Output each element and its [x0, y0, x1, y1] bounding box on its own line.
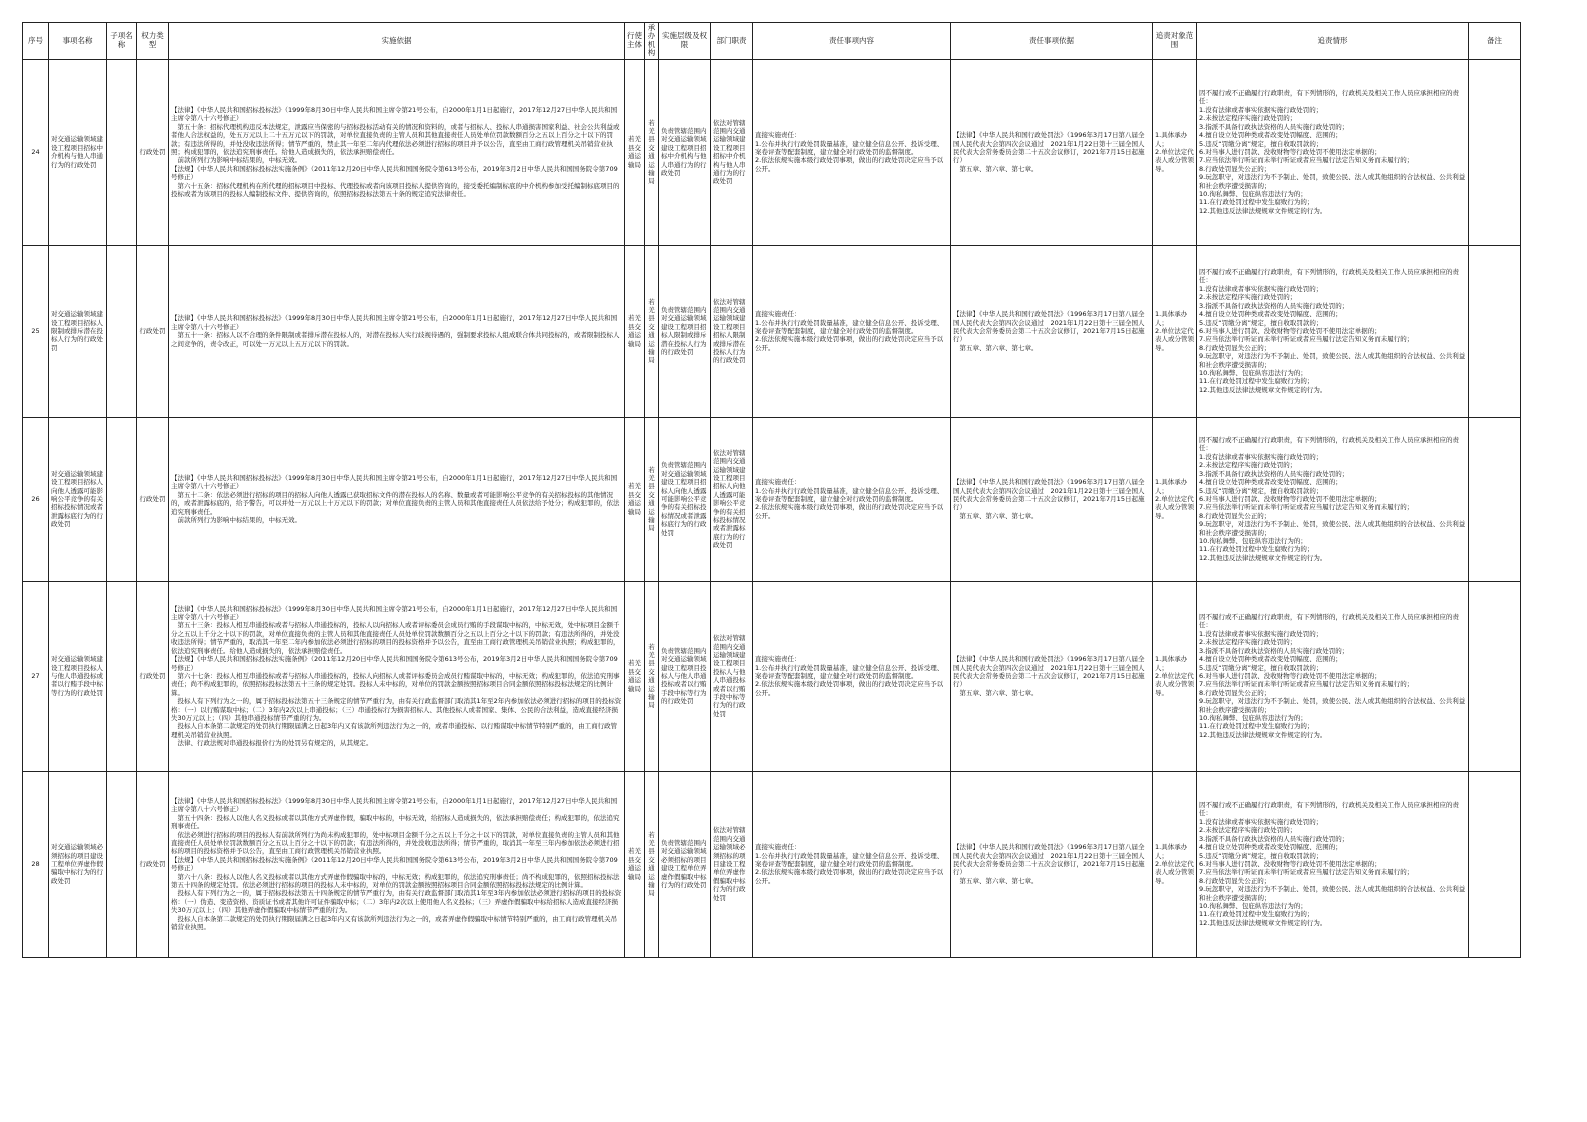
- row-power-type: 行政处罚: [137, 59, 169, 245]
- row-basis-line: 前款所列行为影响中标结果的，中标无效。: [171, 515, 301, 524]
- row-resp-content-line: 2.依法依规实施本级行政处罚事项，做出的行政处罚决定应当予以公开。: [755, 680, 944, 697]
- row-accountable: [1153, 417, 1197, 581]
- row-resp-basis: [951, 417, 1153, 581]
- row-investigation-line: 8.行政处罚显失公正的；: [1199, 876, 1271, 885]
- row-investigation-line: 12.其他违反法律法规规章文件规定的行为。: [1199, 730, 1327, 739]
- row-resp-content-line: 2.依法依规实施本级行政处罚事项，做出的行政处罚决定应当予以公开。: [755, 335, 944, 352]
- row-investigation-line: 因不履行或不正确履行行政职责，有下列情形的，行政机关及相关工作人员应承担相应的责任：: [1199, 613, 1459, 630]
- row-investigation-line: 1.没有法律或者事实依据实施行政处罚的；: [1199, 105, 1323, 114]
- row-undertaker: 若羌县交通运输局: [645, 771, 659, 957]
- row-accountable-line: 2.单位法定代表人或分管领导。: [1155, 494, 1194, 520]
- row-investigation-line: 因不履行或不正确履行行政职责，有下列情形的，行政机关及相关工作人员应承担相应的责任：: [1199, 268, 1459, 285]
- row-basis-line: 第五十一条：招标人以不合理的条件限制或者排斥潜在投标人的，对潜在投标人实行歧视待遇的，强制要求投标人组成联合体共同投标的，或者限制投标人之间竞争的，责令改正，可以处一万元以上五万元以下的罚款。: [171, 331, 620, 348]
- row-resp-content-line: 1.公布并执行行政处罚裁量基准，建立健全信息公开、投诉受理、案卷评查等配套制度，建立健全对行政处罚的监督制度。: [755, 139, 944, 156]
- row-accountable-line: 1.具体承办人；: [1155, 843, 1188, 860]
- row-item-name: 对交通运输领域建设工程项目投标人与他人串通投标或者以行贿手段中标等行为的行政处罚: [49, 581, 107, 771]
- row-investigation: [1197, 581, 1469, 771]
- row-remark: [1469, 771, 1521, 957]
- row-investigation-line: 6.对当事人进行罚款、没收财物等行政处罚不使用法定单据的；: [1199, 671, 1381, 680]
- row-resp-basis-line: 第五章、第六章、第七章。: [953, 343, 1038, 352]
- row-resp-content-line: 直接实施责任：: [755, 655, 801, 664]
- header-duty: 部门职责: [711, 23, 753, 60]
- table-header-row: [23, 23, 1521, 60]
- row-investigation-line: 3.指派不具备行政执法资格的人员实施行政处罚的；: [1199, 834, 1349, 843]
- row-sub-item: [107, 245, 137, 417]
- row-basis: [169, 581, 625, 771]
- row-resp-basis: [951, 771, 1153, 957]
- row-accountable-line: 2.单位法定代表人或分管领导。: [1155, 326, 1194, 352]
- row-investigation-line: 8.行政处罚显失公正的；: [1199, 343, 1271, 352]
- row-duty: 依法对管辖范围内交通运输领域建设工程项目招标人限制或排斥潜在投标人行为的行政处罚: [711, 245, 753, 417]
- row-investigation-line: 4.擅自设立处罚种类或者改变处罚幅度、范围的；: [1199, 310, 1342, 319]
- row-resp-content-line: 1.公布并执行行政处罚裁量基准，建立健全信息公开、投诉受理、案卷评查等配套制度，建立健全对行政处罚的监督制度。: [755, 486, 944, 503]
- row-investigation: [1197, 59, 1469, 245]
- row-undertaker: 若羌县交通运输局: [645, 59, 659, 245]
- row-investigation-line: 8.行政处罚显失公正的；: [1199, 511, 1271, 520]
- row-basis-line: 【法律】《中华人民共和国招标投标法》（1999年8月30日中华人民共和国主席令第21号公布，自2000年1月1日起施行，2017年12月27日中华人民共和国主席令第八十六号修正）: [171, 604, 618, 622]
- row-accountable: [1153, 581, 1197, 771]
- row-investigation-line: 11.在行政处罚过程中发生腐败行为的；: [1199, 198, 1314, 207]
- row-item-name: 对交通运输领域建设工程项目招标人向他人透露可能影响公平竞争的有关招标投标情况或者泄露标底行为的行政处罚: [49, 417, 107, 581]
- row-investigation-line: 1.没有法律或者事实依据实施行政处罚的；: [1199, 629, 1323, 638]
- header-investigation: 追责情形: [1197, 23, 1469, 60]
- row-investigation-line: 4.擅自设立处罚种类或者改变处罚幅度、范围的；: [1199, 655, 1342, 664]
- row-basis-line: 第六十八条：投标人以他人名义投标或者以其他方式弄虚作假骗取中标的，中标无效；构成犯罪的，依法追究刑事责任；尚不构成犯罪的，依照招标投标法第五十四条的规定处罚。依法必须进行招标的项目的投标人未中标的，对单位的罚款金额按照招标项目合同金额依照招标投标法规定的比例计算。: [171, 872, 620, 889]
- row-resp-basis: [951, 581, 1153, 771]
- row-investigation-line: 3.指派不具备行政执法资格的人员实施行政处罚的；: [1199, 122, 1349, 131]
- row-investigation-line: 12.其他违反法律法规规章文件规定的行为。: [1199, 385, 1327, 394]
- row-item-name: 对交通运输领域必须招标的项目建设工程单位弄虚作假骗取中标行为的行政处罚: [49, 771, 107, 957]
- row-resp-basis: [951, 245, 1153, 417]
- row-resp-content: [753, 417, 951, 581]
- table-row: [23, 59, 1521, 245]
- row-investigation-line: 12.其他违反法律法规规章文件规定的行为。: [1199, 553, 1327, 562]
- row-level: 负责管辖范围内对交通运输领域建设工程项目招标中介机构与他人串通行为的行政处罚: [659, 59, 711, 245]
- row-basis-line: 投标人自本条第二款规定的处罚执行期限届满之日起3年内又有该款所列违法行为之一的，或者串通投标、以行贿谋取中标情节特别严重的，由工商行政管理机关吊销营业执照。: [171, 722, 618, 739]
- row-investigation-line: 1.没有法律或者事实依据实施行政处罚的；: [1199, 452, 1323, 461]
- row-basis-line: 【法律】《中华人民共和国招标投标法》（1999年8月30日中华人民共和国主席令第21号公布，自2000年1月1日起施行，2017年12月27日中华人民共和国主席令第八十六号修正）: [171, 796, 618, 814]
- row-item-name: 对交通运输领域建设工程项目招标人限制或排斥潜在投标人行为的行政处罚: [49, 245, 107, 417]
- row-resp-content-line: 2.依法依规实施本级行政处罚事项，做出的行政处罚决定应当予以公开。: [755, 503, 944, 520]
- row-no: 28: [23, 771, 49, 957]
- row-level: 负责管辖范围内对交通运输领域必须招标的项目建设工程单位弄虚作假骗取中标行为的行政处罚: [659, 771, 711, 957]
- row-investigation-line: 11.在行政处罚过程中发生腐败行为的；: [1199, 910, 1314, 919]
- row-basis-line: 依法必须进行招标的项目的投标人有前款所列行为尚未构成犯罪的，处中标项目金额千分之五以上千分之十以下的罚款，对单位直接负责的主管人员和其他直接责任人员处单位罚款数额百分之五以上百分之十以下的罚款；有违法所得的，并处没收违法所得；情节严重的，取消其一年至三年内参加依法必须进行招标的项目的投标资格并予以公告，直至由工商行政管理机关吊销营业执照。: [171, 830, 620, 856]
- row-investigation-line: 2.未按法定程序实施行政处罚的；: [1199, 114, 1297, 123]
- row-resp-content-line: 直接实施责任：: [755, 310, 801, 319]
- row-investigation-line: 9.玩忽职守，对违法行为不予制止、处罚，致使公民、法人或其他组织的合法权益、公共利益和社会秩序遭受损害的；: [1199, 173, 1466, 190]
- row-investigation-line: 10.徇私舞弊、包庇纵容违法行为的；: [1199, 536, 1307, 545]
- row-basis-line: 第五十四条：投标人以他人名义投标或者以其他方式弄虚作假，骗取中标的，中标无效，给招标人造成损失的，依法承担赔偿责任；构成犯罪的，依法追究刑事责任。: [171, 813, 620, 831]
- row-investigation-line: 3.指派不具备行政执法资格的人员实施行政处罚的；: [1199, 301, 1349, 310]
- row-resp-content-line: 1.公布并执行行政处罚裁量基准，建立健全信息公开、投诉受理、案卷评查等配套制度，建立健全对行政处罚的监督制度。: [755, 663, 944, 680]
- row-investigation-line: 6.对当事人进行罚款、没收财物等行政处罚不使用法定单据的；: [1199, 147, 1381, 156]
- header-undertaker: 承办机构: [645, 23, 659, 60]
- row-basis: [169, 417, 625, 581]
- row-investigation-line: 2.未按法定程序实施行政处罚的；: [1199, 826, 1297, 835]
- row-investigation-line: 4.擅自设立处罚种类或者改变处罚幅度、范围的；: [1199, 843, 1342, 852]
- row-investigation-line: 10.徇私舞弊、包庇纵容违法行为的；: [1199, 901, 1307, 910]
- row-basis-line: 投标人有下列行为之一的，属于招标投标法第五十三条规定的情节严重行为，由有关行政监督部门取消其1年至2年内参加依法必须进行招标的项目的投标资格：（一）以行贿谋取中标；（二）3年内2次以上串通投标；（三）串通投标行为损害招标人、其他投标人或者国家、集体、公民的合法利益，造成直接经济损失30万元以上；（四）其他串通投标情节严重的行为。: [171, 697, 622, 722]
- row-resp-basis-line: 第五章、第六章、第七章。: [953, 164, 1038, 173]
- header-accountable: 追责对象范围: [1153, 23, 1197, 60]
- row-resp-content-line: 直接实施责任：: [755, 131, 801, 140]
- row-resp-basis-line: 【法律】《中华人民共和国行政处罚法》（1996年3月17日第八届全国人民代表大会第四次会议通过 2021年1月22日第十三届全国人民代表大会常务委员会第二十五次会议修订，2021年7月15日起施行）: [953, 843, 1145, 877]
- row-resp-basis-line: 【法律】《中华人民共和国行政处罚法》（1996年3月17日第八届全国人民代表大会第四次会议通过 2021年1月22日第十三届全国人民代表大会常务委员会第二十五次会议修订，2021年7月15日起施行）: [953, 655, 1145, 689]
- row-basis: [169, 771, 625, 957]
- row-investigation-line: 5.违反“罚缴分离”规定，擅自收取罚款的；: [1199, 486, 1323, 495]
- row-investigation-line: 2.未按法定程序实施行政处罚的；: [1199, 638, 1297, 647]
- row-no: 26: [23, 417, 49, 581]
- row-accountable: [1153, 771, 1197, 957]
- row-investigation-line: 5.违反“罚缴分离”规定，擅自收取罚款的；: [1199, 318, 1323, 327]
- header-power-type: 权力类型: [137, 23, 169, 60]
- row-investigation-line: 2.未按法定程序实施行政处罚的；: [1199, 293, 1297, 302]
- row-undertaker: 若羌县交通运输局: [645, 581, 659, 771]
- row-duty: 依法对管辖范围内交通运输领域建设工程项目投标人与他人串通投标或者以行贿手段中标等行为的行政处罚: [711, 581, 753, 771]
- row-remark: [1469, 245, 1521, 417]
- row-duty: 依法对管辖范围内交通运输领域建设工程项目招标人向他人透露可能影响公平竞争的有关招标投标情况或者泄露标底行为的行政处罚: [711, 417, 753, 581]
- row-accountable-line: 2.单位法定代表人或分管领导。: [1155, 859, 1194, 885]
- table-row: [23, 771, 1521, 957]
- row-resp-basis-line: 【法律】《中华人民共和国行政处罚法》（1996年3月17日第八届全国人民代表大会第四次会议通过 2021年1月22日第十三届全国人民代表大会常务委员会第二十五次会议修订，2021年7月15日起施行）: [953, 478, 1145, 512]
- row-basis-line: 【法律】《中华人民共和国招标投标法》（1999年8月30日中华人民共和国主席令第21号公布，自2000年1月1日起施行，2017年12月27日中华人民共和国主席令第八十六号修正）: [171, 105, 618, 123]
- row-investigation-line: 4.擅自设立处罚种类或者改变处罚幅度、范围的；: [1199, 478, 1342, 487]
- header-level: 实施层级及权限: [659, 23, 711, 60]
- row-undertaker: 若羌县交通运输局: [645, 417, 659, 581]
- row-sub-item: [107, 771, 137, 957]
- row-remark: [1469, 59, 1521, 245]
- row-investigation: [1197, 245, 1469, 417]
- row-investigation-line: 10.徇私舞弊、包庇纵容违法行为的；: [1199, 189, 1307, 198]
- row-investigation-line: 11.在行政处罚过程中发生腐败行为的；: [1199, 377, 1314, 386]
- row-resp-content: [753, 245, 951, 417]
- row-basis-line: 第六十七条：投标人相互串通投标或者与招标人串通投标的，投标人向招标人或者评标委员会成员行贿谋取中标的，中标无效；构成犯罪的，依法追究刑事责任；尚不构成犯罪的，依照招标投标法第五十三条的规定处罚。投标人未中标的，对单位的罚款金额按照招标项目合同金额依照招标投标法规定的比例计算。: [171, 671, 620, 697]
- row-resp-content: [753, 59, 951, 245]
- row-sub-item: [107, 581, 137, 771]
- row-investigation-line: 7.应当依法举行听证而未举行听证或者应当履行法定告知义务而未履行的；: [1199, 680, 1414, 689]
- header-item-name: 事项名称: [49, 23, 107, 60]
- row-resp-content: [753, 771, 951, 957]
- row-investigation-line: 12.其他违反法律法规规章文件规定的行为。: [1199, 918, 1327, 927]
- row-basis: [169, 59, 625, 245]
- row-investigation-line: 4.擅自设立处罚种类或者改变处罚幅度、范围的；: [1199, 131, 1342, 140]
- row-investigation: [1197, 771, 1469, 957]
- row-investigation-line: 7.应当依法举行听证而未举行听证或者应当履行法定告知义务而未履行的；: [1199, 335, 1414, 344]
- row-power-type: 行政处罚: [137, 245, 169, 417]
- row-investigation-line: 7.应当依法举行听证而未举行听证或者应当履行法定告知义务而未履行的；: [1199, 503, 1414, 512]
- row-investigation-line: 9.玩忽职守，对违法行为不予制止、处罚，致使公民、法人或其他组织的合法权益、公共利益和社会秩序遭受损害的；: [1199, 885, 1466, 902]
- row-resp-content-line: 2.依法依规实施本级行政处罚事项，做出的行政处罚决定应当予以公开。: [755, 868, 944, 885]
- row-investigation-line: 因不履行或不正确履行行政职责，有下列情形的，行政机关及相关工作人员应承担相应的责任：: [1199, 801, 1459, 818]
- row-investigation-line: 7.应当依法举行听证而未举行听证或者应当履行法定告知义务而未履行的；: [1199, 868, 1414, 877]
- row-resp-basis-line: 第五章、第六章、第七章。: [953, 876, 1038, 885]
- row-basis-line: 【法规】《中华人民共和国招标投标法实施条例》（2011年12月20日中华人民共和国国务院令第613号公布，2019年3月2日中华人民共和国国务院令第709号修正）: [171, 655, 618, 672]
- row-no: 25: [23, 245, 49, 417]
- row-resp-basis-line: 【法律】《中华人民共和国行政处罚法》（1996年3月17日第八届全国人民代表大会第四次会议通过 2021年1月22日第十三届全国人民代表大会常务委员会第二十五次会议修订，2021年7月15日起施行）: [953, 310, 1145, 344]
- row-level: 负责管辖范围内对交通运输领域建设工程项目招标人限制或排斥潜在投标人行为的行政处罚: [659, 245, 711, 417]
- row-investigation-line: 11.在行政处罚过程中发生腐败行为的；: [1199, 722, 1314, 731]
- row-resp-content-line: 2.依法依规实施本级行政处罚事项，做出的行政处罚决定应当予以公开。: [755, 156, 944, 173]
- row-subject: 若羌县交通运输局: [625, 59, 645, 245]
- row-basis-line: 法律、行政法规对串通投标报价行为的处罚另有规定的，从其规定。: [171, 739, 373, 748]
- row-investigation-line: 1.没有法律或者事实依据实施行政处罚的；: [1199, 284, 1323, 293]
- row-subject: 若羌县交通运输局: [625, 581, 645, 771]
- row-investigation-line: 8.行政处罚显失公正的；: [1199, 688, 1271, 697]
- row-basis-line: 投标人自本条第二款规定的处罚执行期限届满之日起3年内又有该款所列违法行为之一的，或者弄虚作假骗取中标情节特别严重的，由工商行政管理机关吊销营业执照。: [171, 914, 618, 931]
- row-investigation-line: 5.违反“罚缴分离”规定，擅自收取罚款的；: [1199, 851, 1323, 860]
- row-accountable-line: 1.具体承办人；: [1155, 131, 1188, 148]
- row-investigation-line: 9.玩忽职守，对违法行为不予制止、处罚，致使公民、法人或其他组织的合法权益、公共利益和社会秩序遭受损害的；: [1199, 352, 1466, 369]
- row-basis-line: 投标人有下列行为之一的，属于招标投标法第五十四条规定的情节严重行为，由有关行政监督部门取消其1年至3年内参加依法必须进行招标的项目的投标资格：（一）伪造、变造资格、资质证书或者其他许可证件骗取中标；（二）3年内2次以上使用他人名义投标；（三）弄虚作假骗取中标给招标人造成直接经济损失30万元以上；（四）其他弄虚作假骗取中标情节严重的行为。: [171, 889, 622, 915]
- row-investigation-line: 6.对当事人进行罚款、没收财物等行政处罚不使用法定单据的；: [1199, 494, 1381, 503]
- row-resp-basis-line: 第五章、第六章、第七章。: [953, 511, 1038, 520]
- row-power-type: 行政处罚: [137, 771, 169, 957]
- row-investigation-line: 6.对当事人进行罚款、没收财物等行政处罚不使用法定单据的；: [1199, 859, 1381, 868]
- row-basis-line: 第五十三条：投标人相互串通投标或者与招标人串通投标的，投标人以向招标人或者评标委员会成员行贿的手段谋取中标的，中标无效，处中标项目金额千分之五以上千分之十以下的罚款，对单位直接负责的主管人员和其他直接责任人员处单位罚款数额百分之五以上百分之十以下的罚款；有违法所得的，并处没收违法所得；情节严重的，取消其一年至二年内参加依法必须进行招标的项目的投标资格并予以公告，直至由工商行政管理机关吊销营业执照；构成犯罪的，依法追究刑事责任。给他人造成损失的，依法承担赔偿责任。: [171, 621, 620, 655]
- header-basis: 实施依据: [169, 23, 625, 60]
- row-basis-line: 第五十条：招标代理机构违反本法规定，泄露应当保密的与招标投标活动有关的情况和资料的，或者与招标人、投标人串通损害国家利益、社会公共利益或者他人合法权益的，处五万元以上二十五万元以下的罚款，对单位直接负责的主管人员和其他直接责任人员处单位罚款数额百分之五以上百分之十以下的罚款；有违法所得的，并处没收违法所得；情节严重的，禁止其一年至二年内代理依法必须进行招标的项目并予以公告，直至由工商行政管理机关吊销营业执照；构成犯罪的，依法追究刑事责任。给他人造成损失的，依法承担赔偿责任。: [171, 122, 620, 156]
- row-remark: [1469, 581, 1521, 771]
- row-investigation-line: 2.未按法定程序实施行政处罚的；: [1199, 461, 1297, 470]
- row-level: 负责管辖范围内对交通运输领域建设工程项目招标人向他人透露可能影响公平竞争的有关招标投标情况或者泄露标底行为的行政处罚: [659, 417, 711, 581]
- row-investigation-line: 11.在行政处罚过程中发生腐败行为的；: [1199, 545, 1314, 554]
- row-investigation: [1197, 417, 1469, 581]
- row-basis-line: 前款所列行为影响中标结果的，中标无效。: [171, 156, 301, 165]
- row-no: 24: [23, 59, 49, 245]
- row-subject: 若羌县交通运输局: [625, 245, 645, 417]
- row-basis-line: 【法律】《中华人民共和国招标投标法》（1999年8月30日中华人民共和国主席令第21号公布，自2000年1月1日起施行，2017年12月27日中华人民共和国主席令第八十六号修正）: [171, 473, 618, 491]
- table-row: [23, 417, 1521, 581]
- row-accountable: [1153, 59, 1197, 245]
- header-resp-content: 责任事项内容: [753, 23, 951, 60]
- row-investigation-line: 7.应当依法举行听证而未举行听证或者应当履行法定告知义务而未履行的；: [1199, 156, 1414, 165]
- row-no: 27: [23, 581, 49, 771]
- row-basis-line: 【法律】《中华人民共和国招标投标法》（1999年8月30日中华人民共和国主席令第21号公布，自2000年1月1日起施行，2017年12月27日中华人民共和国主席令第八十六号修正）: [171, 314, 618, 331]
- power-list-table: [22, 22, 1521, 958]
- row-investigation-line: 1.没有法律或者事实依据实施行政处罚的；: [1199, 817, 1323, 826]
- row-investigation-line: 8.行政处罚显失公正的；: [1199, 164, 1271, 173]
- header-resp-basis: 责任事项依据: [951, 23, 1153, 60]
- row-remark: [1469, 417, 1521, 581]
- row-basis-line: 【法规】《中华人民共和国招标投标法实施条例》（2011年12月20日中华人民共和国国务院令第613号公布，2019年3月2日中华人民共和国国务院令第709号修正）: [171, 855, 618, 873]
- header-no: 序号: [23, 23, 49, 60]
- row-power-type: 行政处罚: [137, 417, 169, 581]
- row-investigation-line: 9.玩忽职守，对违法行为不予制止、处罚，致使公民、法人或其他组织的合法权益、公共利益和社会秩序遭受损害的；: [1199, 520, 1466, 537]
- row-sub-item: [107, 417, 137, 581]
- row-accountable-line: 1.具体承办人；: [1155, 478, 1188, 495]
- row-basis-line: 第五十二条：依法必须进行招标的项目的招标人向他人透露已获取招标文件的潜在投标人的名称、数量或者可能影响公平竞争的有关招标投标的其他情况的，或者泄露标底的，给予警告，可以并处一万元以上十万元以下的罚款；对单位直接负责的主管人员和其他直接责任人员依法给予处分；构成犯罪的，依法追究刑事责任。: [171, 490, 620, 516]
- row-investigation-line: 9.玩忽职守，对违法行为不予制止、处罚，致使公民、法人或其他组织的合法权益、公共利益和社会秩序遭受损害的；: [1199, 697, 1466, 714]
- row-accountable-line: 1.具体承办人；: [1155, 310, 1188, 327]
- table-row: [23, 581, 1521, 771]
- row-investigation-line: 3.指派不具备行政执法资格的人员实施行政处罚的；: [1199, 646, 1349, 655]
- header-sub-item: 子项名称: [107, 23, 137, 60]
- row-subject: 若羌县交通运输局: [625, 771, 645, 957]
- row-investigation-line: 5.违反“罚缴分离”规定，擅自收取罚款的；: [1199, 139, 1323, 148]
- row-duty: 依法对管辖范围内交通运输领域建设工程项目招标中介机构与他人串通行为的行政处罚: [711, 59, 753, 245]
- row-investigation-line: 10.徇私舞弊、包庇纵容违法行为的；: [1199, 713, 1307, 722]
- row-investigation-line: 10.徇私舞弊、包庇纵容违法行为的；: [1199, 368, 1307, 377]
- row-subject: 若羌县交通运输局: [625, 417, 645, 581]
- row-power-type: 行政处罚: [137, 581, 169, 771]
- row-resp-content-line: 直接实施责任：: [755, 843, 801, 852]
- row-investigation-line: 5.违反“罚缴分离”规定，擅自收取罚款的；: [1199, 663, 1323, 672]
- row-accountable-line: 1.具体承办人；: [1155, 655, 1188, 672]
- row-accountable-line: 2.单位法定代表人或分管领导。: [1155, 671, 1194, 697]
- row-resp-basis-line: 【法律】《中华人民共和国行政处罚法》（1996年3月17日第八届全国人民代表大会第四次会议通过 2021年1月22日第十三届全国人民代表大会常务委员会第二十五次会议修订，2021年7月15日起施行）: [953, 131, 1145, 165]
- row-resp-content-line: 1.公布并执行行政处罚裁量基准，建立健全信息公开、投诉受理、案卷评查等配套制度，建立健全对行政处罚的监督制度。: [755, 318, 944, 335]
- row-accountable-line: 2.单位法定代表人或分管领导。: [1155, 147, 1194, 173]
- row-resp-basis-line: 第五章、第六章、第七章。: [953, 688, 1038, 697]
- row-investigation-line: 因不履行或不正确履行行政职责，有下列情形的，行政机关及相关工作人员应承担相应的责任：: [1199, 436, 1459, 453]
- row-basis-line: 【法规】《中华人民共和国招标投标法实施条例》（2011年12月20日中华人民共和国国务院令第613号公布，2019年3月2日中华人民共和国国务院令第709号修正）: [171, 164, 618, 182]
- row-investigation-line: 6.对当事人进行罚款、没收财物等行政处罚不使用法定单据的；: [1199, 326, 1381, 335]
- row-resp-content-line: 1.公布并执行行政处罚裁量基准，建立健全信息公开、投诉受理、案卷评查等配套制度，建立健全对行政处罚的监督制度。: [755, 851, 944, 868]
- row-item-name: 对交通运输领域建设工程项目招标中介机构与他人串通行为的行政处罚: [49, 59, 107, 245]
- row-resp-content-line: 直接实施责任：: [755, 478, 801, 487]
- row-duty: 依法对管辖范围内交通运输领域必须招标的项目建设工程单位弄虚作假骗取中标行为的行政处罚: [711, 771, 753, 957]
- header-subject: 行使主体: [625, 23, 645, 60]
- row-resp-content: [753, 581, 951, 771]
- row-investigation-line: 12.其他违反法律法规规章文件规定的行为。: [1199, 206, 1327, 215]
- row-basis-line: 第六十五条：招标代理机构在所代理的招标项目中投标、代理投标或者向该项目投标人提供咨询的，接受委托编制标底的中介机构参加受托编制标底项目的投标或者为该项目的投标人编制投标文件、提供咨询的，依照招标投标法第五十条的规定追究法律责任。: [171, 181, 620, 198]
- row-investigation-line: 因不履行或不正确履行行政职责，有下列情形的，行政机关及相关工作人员应承担相应的责任：: [1199, 89, 1459, 106]
- power-list-sheet: [22, 22, 1520, 958]
- row-resp-basis: [951, 59, 1153, 245]
- row-sub-item: [107, 59, 137, 245]
- row-accountable: [1153, 245, 1197, 417]
- row-investigation-line: 3.指派不具备行政执法资格的人员实施行政处罚的；: [1199, 469, 1349, 478]
- row-basis: [169, 245, 625, 417]
- row-undertaker: 若羌县交通运输局: [645, 245, 659, 417]
- header-remark: 备注: [1469, 23, 1521, 60]
- row-level: 负责管辖范围内对交通运输领域建设工程项目投标人与他人串通投标或者以行贿手段中标等行为的行政处罚: [659, 581, 711, 771]
- table-row: [23, 245, 1521, 417]
